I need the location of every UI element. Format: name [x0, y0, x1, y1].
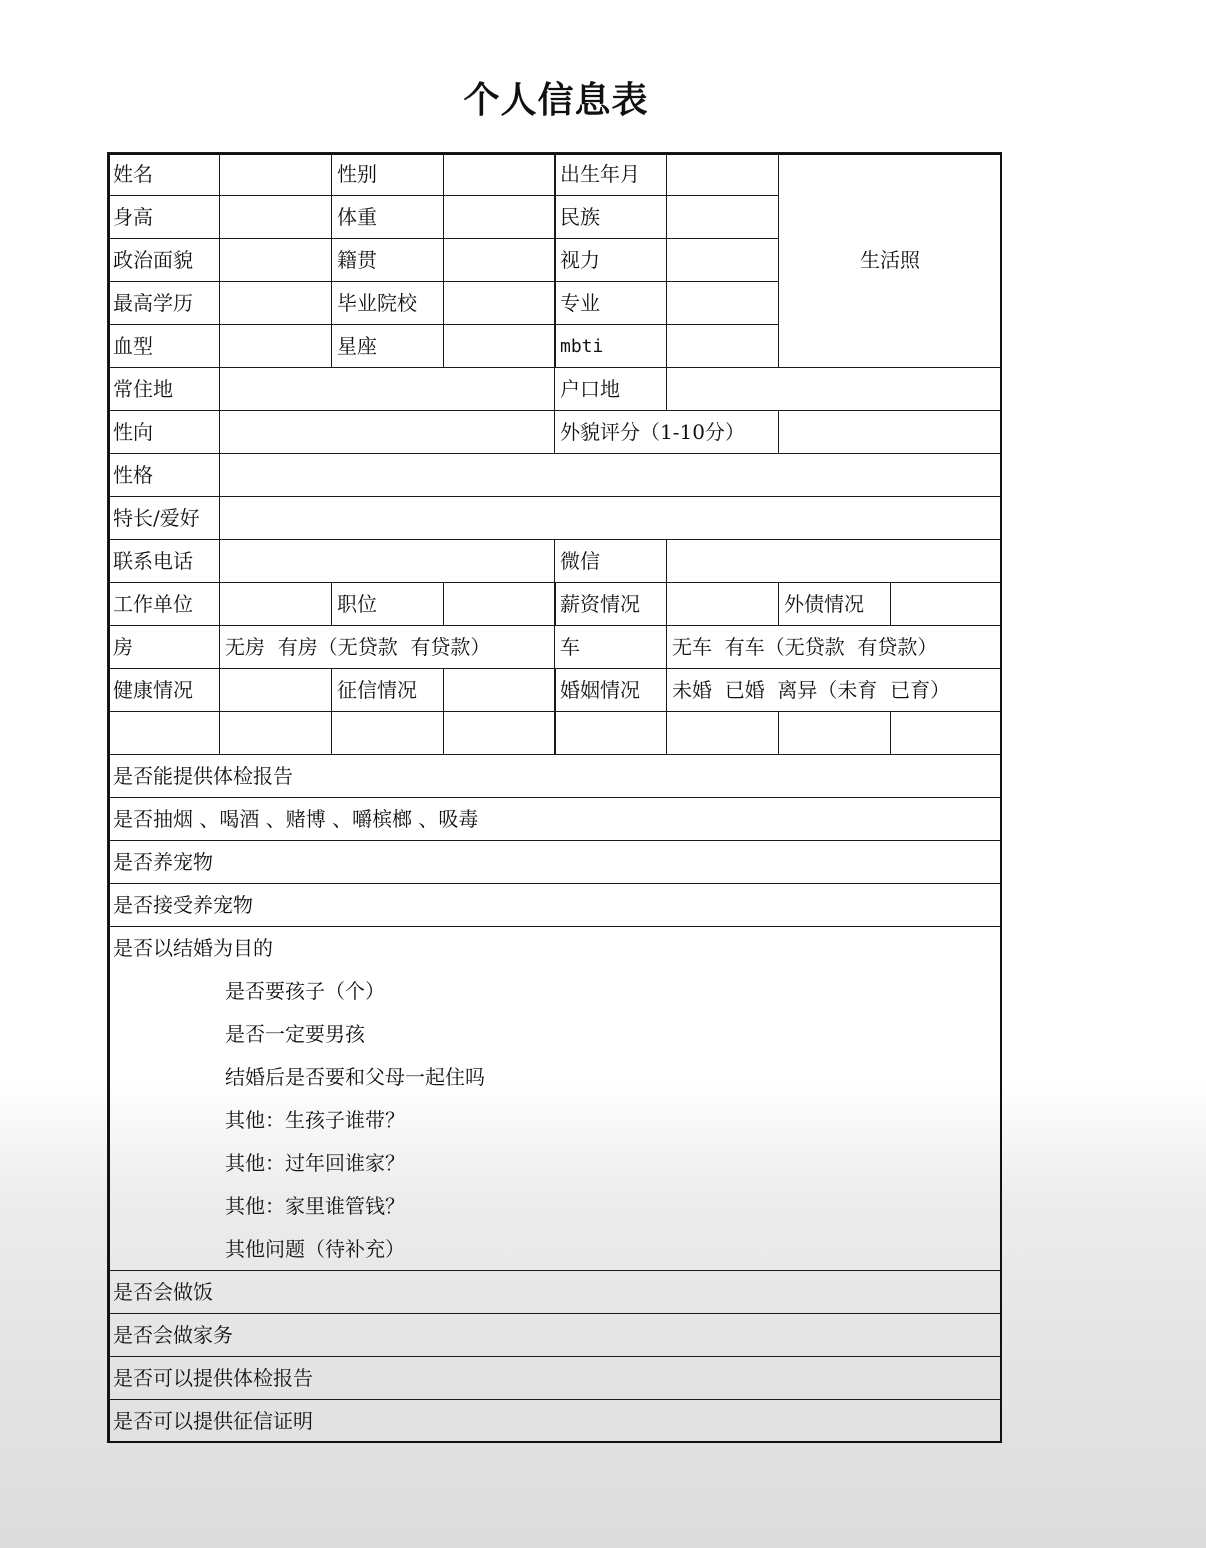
- height-label: 身高: [107, 195, 220, 239]
- marital-label: 婚姻情况: [554, 668, 667, 712]
- car-label: 车: [554, 625, 667, 669]
- position-field[interactable]: [443, 582, 556, 626]
- page-title: 个人信息表: [463, 80, 649, 121]
- house-options[interactable]: 无房 有房（无贷款 有贷款）: [219, 625, 555, 669]
- birth-field[interactable]: [666, 152, 779, 196]
- question-provide-credit-proof[interactable]: 是否可以提供征信证明: [107, 1399, 1002, 1443]
- employer-label: 工作单位: [107, 582, 220, 626]
- origin-field[interactable]: [443, 238, 556, 282]
- political-field[interactable]: [219, 238, 332, 282]
- name-field[interactable]: [219, 152, 332, 196]
- health-field[interactable]: [219, 668, 332, 712]
- residence-field[interactable]: [219, 367, 555, 411]
- position-label: 职位: [331, 582, 444, 626]
- education-field[interactable]: [219, 281, 332, 325]
- hobbies-label: 特长/爱好: [107, 496, 220, 540]
- name-label: 姓名: [107, 152, 220, 196]
- gender-label: 性别: [331, 152, 444, 196]
- credit-field[interactable]: [443, 668, 556, 712]
- hukou-field[interactable]: [666, 367, 1002, 411]
- major-field[interactable]: [666, 281, 779, 325]
- question-has-pets[interactable]: 是否养宠物: [107, 840, 1002, 884]
- orientation-field[interactable]: [219, 410, 555, 454]
- school-field[interactable]: [443, 281, 556, 325]
- hobbies-field[interactable]: [219, 496, 1002, 540]
- weight-field[interactable]: [443, 195, 556, 239]
- weight-label: 体重: [331, 195, 444, 239]
- debt-field[interactable]: [890, 582, 1002, 626]
- photo-area[interactable]: [778, 152, 1002, 368]
- origin-label: 籍贯: [331, 238, 444, 282]
- mbti-field[interactable]: [666, 324, 779, 368]
- blank-cell[interactable]: [331, 711, 444, 755]
- marriage-subquestion: 其他：家里谁管钱？: [225, 1194, 405, 1218]
- question-provide-health-report[interactable]: 是否可以提供体检报告: [107, 1356, 1002, 1400]
- mbti-label: mbti: [554, 324, 667, 368]
- blank-cell[interactable]: [666, 711, 779, 755]
- ethnicity-field[interactable]: [666, 195, 779, 239]
- gender-field[interactable]: [443, 152, 556, 196]
- blood-type-label: 血型: [107, 324, 220, 368]
- phone-label: 联系电话: [107, 539, 220, 583]
- residence-label: 常住地: [107, 367, 220, 411]
- question-accept-pets[interactable]: 是否接受养宠物: [107, 883, 1002, 927]
- personality-label: 性格: [107, 453, 220, 497]
- vision-field[interactable]: [666, 238, 779, 282]
- zodiac-field[interactable]: [443, 324, 556, 368]
- health-label: 健康情况: [107, 668, 220, 712]
- debt-label: 外债情况: [778, 582, 891, 626]
- major-label: 专业: [554, 281, 667, 325]
- employer-field[interactable]: [219, 582, 332, 626]
- salary-field[interactable]: [666, 582, 779, 626]
- orientation-label: 性向: [107, 410, 220, 454]
- wechat-label: 微信: [554, 539, 667, 583]
- ethnicity-label: 民族: [554, 195, 667, 239]
- vision-label: 视力: [554, 238, 667, 282]
- birth-label: 出生年月: [554, 152, 667, 196]
- marriage-subquestion: 结婚后是否要和父母一起住吗: [225, 1065, 485, 1089]
- marriage-subquestion: 其他问题（待补充）: [225, 1237, 405, 1261]
- political-label: 政治面貌: [107, 238, 220, 282]
- blood-type-field[interactable]: [219, 324, 332, 368]
- marital-options[interactable]: 未婚 已婚 离异（未育 已育）: [666, 668, 1002, 712]
- question-health-report[interactable]: 是否能提供体检报告: [107, 754, 1002, 798]
- zodiac-label: 星座: [331, 324, 444, 368]
- question-housework[interactable]: 是否会做家务: [107, 1313, 1002, 1357]
- salary-label: 薪资情况: [554, 582, 667, 626]
- blank-cell[interactable]: [778, 711, 891, 755]
- credit-label: 征信情况: [331, 668, 444, 712]
- personal-info-form: [108, 153, 1002, 1443]
- blank-cell[interactable]: [107, 711, 220, 755]
- question-habits[interactable]: 是否抽烟 、喝酒 、赌博 、嚼槟榔 、吸毒: [107, 797, 1002, 841]
- looks-score-field[interactable]: [778, 410, 1002, 454]
- car-options[interactable]: 无车 有车（无贷款 有贷款）: [666, 625, 1002, 669]
- school-label: 毕业院校: [331, 281, 444, 325]
- marriage-heading: 是否以结婚为目的: [113, 936, 273, 960]
- photo-label: 生活照: [860, 247, 920, 272]
- blank-cell[interactable]: [890, 711, 1002, 755]
- marriage-subquestion: 是否要孩子（个）: [225, 979, 385, 1003]
- looks-score-label: 外貌评分（1-10分）: [554, 410, 779, 454]
- height-field[interactable]: [219, 195, 332, 239]
- marriage-subquestion: 是否一定要男孩: [225, 1022, 365, 1046]
- marriage-block[interactable]: [107, 926, 1002, 1271]
- education-label: 最高学历: [107, 281, 220, 325]
- hukou-label: 户口地: [554, 367, 667, 411]
- blank-cell[interactable]: [554, 711, 667, 755]
- house-label: 房: [107, 625, 220, 669]
- question-cooking[interactable]: 是否会做饭: [107, 1270, 1002, 1314]
- marriage-subquestion: 其他：过年回谁家？: [225, 1151, 405, 1175]
- wechat-field[interactable]: [666, 539, 1002, 583]
- phone-field[interactable]: [219, 539, 555, 583]
- blank-cell[interactable]: [443, 711, 556, 755]
- blank-cell[interactable]: [219, 711, 332, 755]
- personality-field[interactable]: [219, 453, 1002, 497]
- marriage-subquestion: 其他：生孩子谁带？: [225, 1108, 405, 1132]
